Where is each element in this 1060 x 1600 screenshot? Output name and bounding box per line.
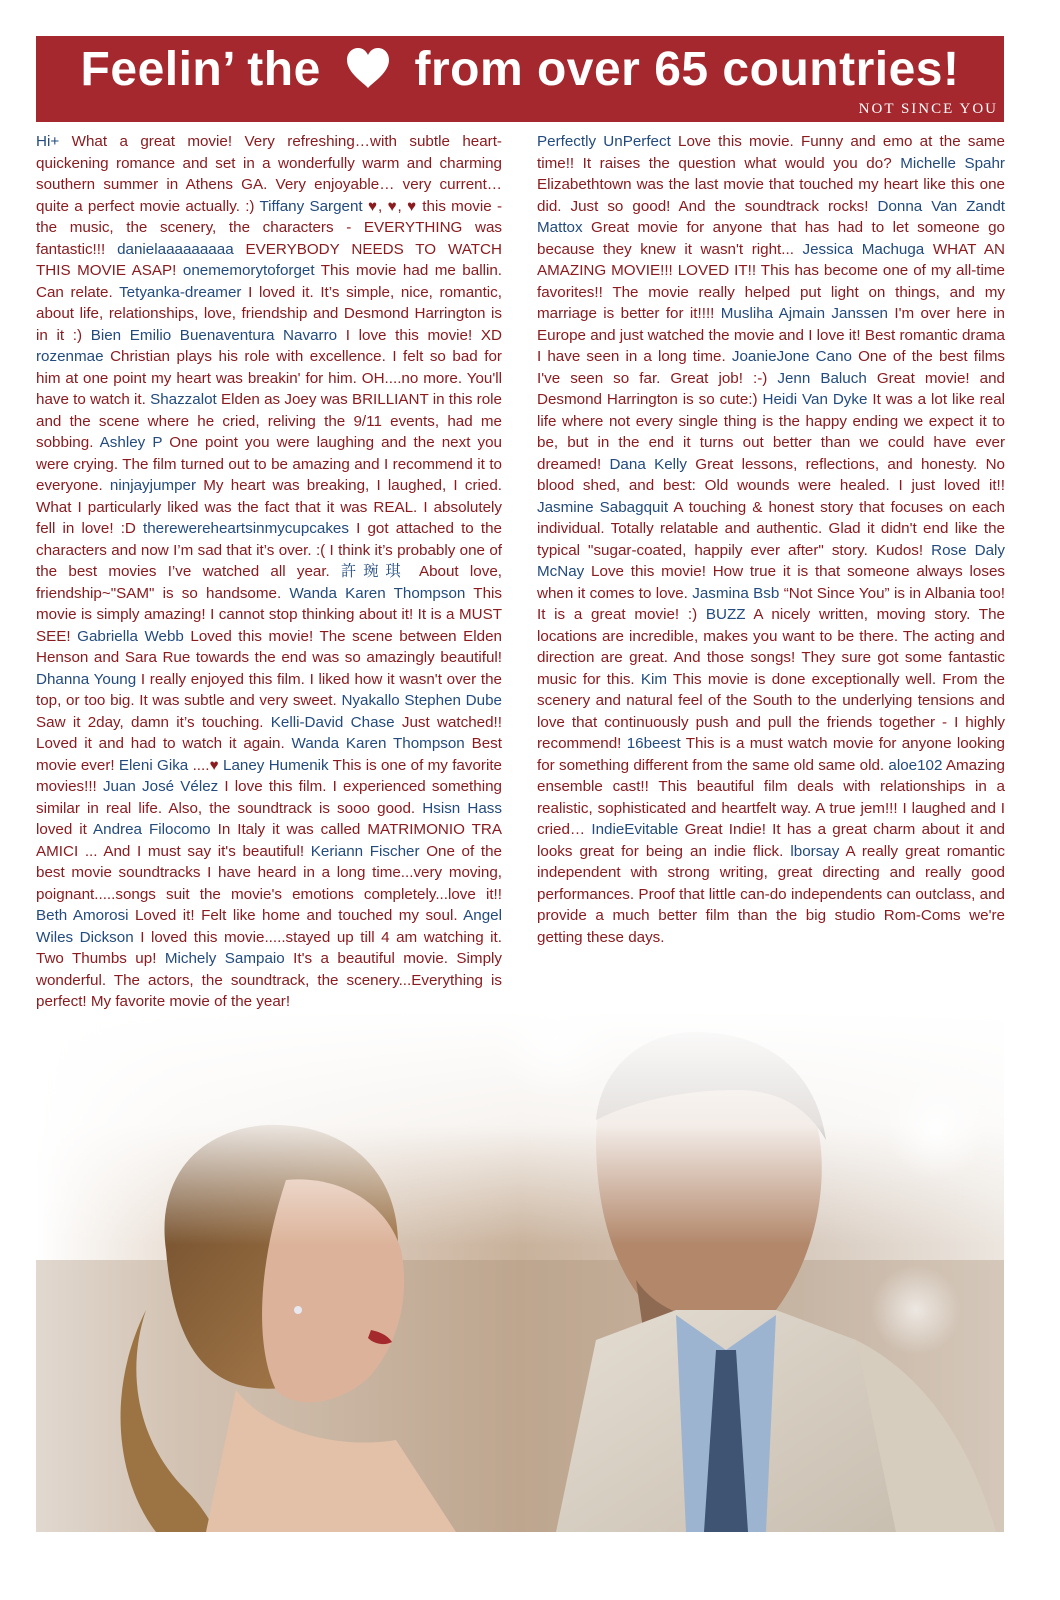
reviewer-name: Andrea Filocomo (93, 821, 211, 838)
review-comment: Saw it 2day, damn it’s touching. (36, 713, 271, 731)
reviewer-name: onememorytoforget (182, 262, 315, 279)
reviewer-name: Beth Amorosi (36, 907, 129, 924)
review-comment: It was a lot like real life where not every single thing is the happy ending we expect it to be, but in the end it turns out better than we could have ever dreamed! (537, 391, 1006, 473)
review-comment: Elden as Joey was BRILLIANT in this role and the scene where he cried, reliving the 9/11 events, had me sobbing. (36, 391, 502, 451)
header-banner (36, 36, 1004, 122)
review-comment: I love this film. I experienced something similar in real life. Also, the soundtrack is sooo good. (36, 778, 502, 817)
reviewer-name: Rose Daly McNay (537, 541, 1005, 580)
review-comment: This movie is done exceptionally well. From the scenery and natural feel of the South to the underlying tensions and love that continuously push and pull the friends together - I highly recommend! (537, 670, 1006, 752)
reviewer-name: Eleni Gika (118, 756, 189, 774)
review-comment: One of the best films I've seen so far. Great job! :-) (537, 348, 1005, 387)
review-comment: Just watched!! Loved it and had to watch it again. (36, 713, 502, 752)
reviewer-name: Wanda Karen Thompson (291, 735, 465, 752)
review-comment: Great movie! and Desmond Harrington is so cute:) (537, 369, 1005, 408)
review-comment: Great Indie! It has a great charm about it and looks great for being an indie flick. (537, 821, 1005, 860)
review-comment: In Italy it was called MATRIMONIO TRA AMICI ... And I must say it's beautiful! (36, 821, 502, 860)
movie-still-photo (36, 1010, 1004, 1532)
reviewer-name: ninjayjumper (109, 477, 197, 494)
reviewer-name: Ashley P (99, 434, 163, 451)
review-comment: I loved this movie.....stayed up till 4 am watching it. Two Thumbs up! (36, 928, 502, 967)
review-comment: What a great movie! Very refreshing…with subtle heart-quickening romance and set in a wonderfully warm and charming southern summer in Athens GA. Very enjoyable… very current… quite a perfect movie actually. :) (36, 133, 502, 215)
review-comment: About love, friendship~"SAM" is so handsome. (36, 563, 502, 602)
review-comment: EVERYBODY NEEDS TO WATCH THIS MOVIE ASAP! (36, 240, 502, 279)
reviewer-name: Hsisn Hass (422, 799, 502, 817)
reviewer-name: Juan José Vélez (102, 778, 219, 795)
reviewer-name: IndieEvitable (591, 821, 679, 838)
reviewer-name: Jessica Machuga (802, 240, 925, 258)
reviewer-name: Gabriella Webb (77, 627, 184, 645)
review-entry (91, 327, 502, 344)
reviewer-name: Michely Sampaio (164, 950, 285, 967)
reviewer-name: Dana Kelly (609, 455, 687, 473)
review-comment: I'm over here in Europe and just watched the movie and I love it! Best romantic drama I have seen in a long time. (537, 305, 1005, 365)
reviewer-name: Shazzalot (150, 391, 217, 408)
review-comment: I love this movie! XD (337, 326, 502, 344)
reviewer-name: Perfectly UnPerfect (537, 133, 671, 150)
review-comment: This movie is simply amazing! I cannot stop thinking about it! It is a MUST SEE! (36, 584, 502, 645)
page-title (36, 42, 1004, 97)
reviewer-name: lborsay (790, 842, 840, 860)
reviewer-name: Tiffany Sargent (259, 197, 363, 215)
review-comment: ♥, ♥, ♥ this movie - the music, the scenery, the characters - EVERYTHING was fantastic!!! (36, 197, 503, 258)
review-comment: Great lessons, reflections, and honesty. No blood shed, and best: Old wounds were healed. I just loved it!! (537, 455, 1005, 494)
reviewer-name: Nyakallo Stephen Dube (341, 692, 502, 709)
reviewer-name: Donna Van Zandt Mattox (537, 197, 1005, 236)
movie-title-subtitle: NOT SINCE YOU (858, 101, 998, 117)
reviewer-name: rozenmae (36, 348, 104, 365)
heart-icon (345, 47, 391, 89)
review-comment: “Not Since You” is in Albania too! It is a great movie! :) (537, 584, 1006, 623)
review-comment: Best movie ever! (36, 735, 502, 774)
review-comment: One of the best movie soundtracks I have heard in a long time...very moving, poignant.....songs suit the movie's emotions completely...love it!! (36, 842, 502, 903)
review-comment: Christian plays his role with excellence. I felt so bad for him at one point my heart was breakin' for him. OH....no more. You'll have to watch it. (36, 348, 502, 408)
review-comment: One point you were laughing and the next you were crying. The film turned out to be amazing and I recommend it to everyone. (36, 434, 502, 494)
review-comment: This movie had me ballin. Can relate. (36, 262, 502, 301)
review-comment: Love this movie. Funny and emo at the same time!! It raises the question what would you do? (537, 133, 1005, 172)
left-review-column (36, 131, 502, 1013)
right-review-column (537, 131, 1005, 948)
reviewer-name: Kim (640, 670, 667, 688)
reviewer-name: Hi+ (36, 133, 60, 150)
review-comment: It's a beautiful movie. Simply wonderful. The actors, the soundtrack, the scenery...Everything is perfect! My favorite movie of the year! (36, 950, 502, 1010)
review-entry (36, 628, 502, 667)
reviewer-name: JoanieJone Cano (731, 348, 852, 365)
review-comment: Loved it! Felt like home and touched my soul. (128, 907, 464, 924)
review-comment: I got attached to the characters and now I’m sad that it’s over. :( I think it’s probably one of the best movies I’ve watched all year. (36, 520, 502, 580)
review-comment: WHAT AN AMAZING MOVIE!!! LOVED IT!! This has become one of my all-time favorites!! The movie really helped put light on things, and my marriage is better for it!!!! (537, 240, 1005, 322)
reviewer-name: 許琬琪 (341, 563, 408, 580)
review-comment: Amazing ensemble cast!! This beautiful film deals with relationships in a realistic, sophisticated and heartfelt way. A true jem!!! I laughed and I cried… (537, 756, 1005, 838)
reviewer-name: BUZZ (705, 606, 746, 623)
review-comment: A really great romantic independent with strong writing, great directing and really good performances. Proof that little can-do independents can outclass, and provide a much better film than the big studio Rom-Coms we're getting these days. (537, 842, 1005, 946)
review-entry (119, 757, 223, 774)
reviewer-name: Angel Wiles Dickson (36, 907, 502, 946)
reviewer-name: aloe102 (888, 756, 943, 774)
title-text-start: Feelin’ the (80, 43, 321, 96)
title-text-end: from over 65 countries! (414, 43, 960, 96)
reviewer-name: Wanda Karen Thompson (289, 584, 466, 602)
review-comment: This is a must watch movie for anyone looking for something different from the same old same old. (537, 735, 1005, 774)
review-comment: Loved this movie! The scene between Elden Henson and Sara Rue towards the end was so amazingly beautiful! (36, 627, 502, 666)
review-comment: A nicely written, moving story. The locations are incredible, makes you want to be there. The acting and direction are great. And those songs! They sure got some fantastic music for this. (537, 606, 1005, 688)
review-entry (36, 907, 463, 924)
review-comment: Elizabethtown was the last movie that touched my heart like this one did. Just so good! And the soundtrack rocks! (537, 176, 1005, 215)
review-comment: This is one of my favorite movies!!! (36, 756, 503, 795)
reviewer-name: therewereheartsinmycupcakes (143, 520, 349, 537)
reviewer-name: Jasmina Bsb (692, 584, 780, 602)
reviewer-name: Tetyanka-dreamer (119, 283, 242, 301)
reviewer-name: Heidi Van Dyke (762, 391, 868, 408)
review-comment: A touching & honest story that focuses on each individual. Totally relatable and authentic. Glad it didn't end like the typical "sugar-coated, happily ever after" story. Kudos! (537, 498, 1005, 559)
reviewer-name: Bien Emilio Buenaventura Navarro (90, 326, 338, 344)
reviewer-name: 16beest (626, 735, 681, 752)
review-comment: I really enjoyed this film. I liked how it wasn't over the top, or too big. It was subtle and very sweet. (36, 670, 502, 709)
reviewer-name: Musliha Ajmain Janssen (720, 305, 888, 322)
reviewer-name: Jasmine Sabagquit (537, 498, 669, 516)
review-comment: ....♥ (188, 756, 223, 774)
review-comment: My heart was breaking, I laughed, I cried. What I particularly liked was the fact that it was REAL. I absolutely fell in love! :D (36, 477, 502, 537)
reviewer-name: Jenn Baluch (777, 369, 867, 387)
reviewer-name: Laney Humenik (223, 756, 329, 774)
review-comment: loved it (36, 821, 94, 838)
reviewer-name: danielaaaaaaaaa (117, 240, 234, 258)
review-comment: Love this movie! How true it is that someone always loses when it comes to love. (537, 563, 1005, 602)
reviewer-name: Michelle Spahr (900, 154, 1005, 172)
reviewer-name: Kelli-David Chase (270, 713, 395, 731)
reviewer-name: Keriann Fischer (310, 842, 420, 860)
review-comment: Great movie for anyone that has had to let someone go because they knew it wasn't right... (537, 219, 1005, 258)
reviewer-name: Dhanna Young (36, 670, 137, 688)
review-comment: I loved it. It’s simple, nice, romantic, about life, relationships, love, friendship and Desmond Harrington is in it :) (36, 283, 502, 344)
